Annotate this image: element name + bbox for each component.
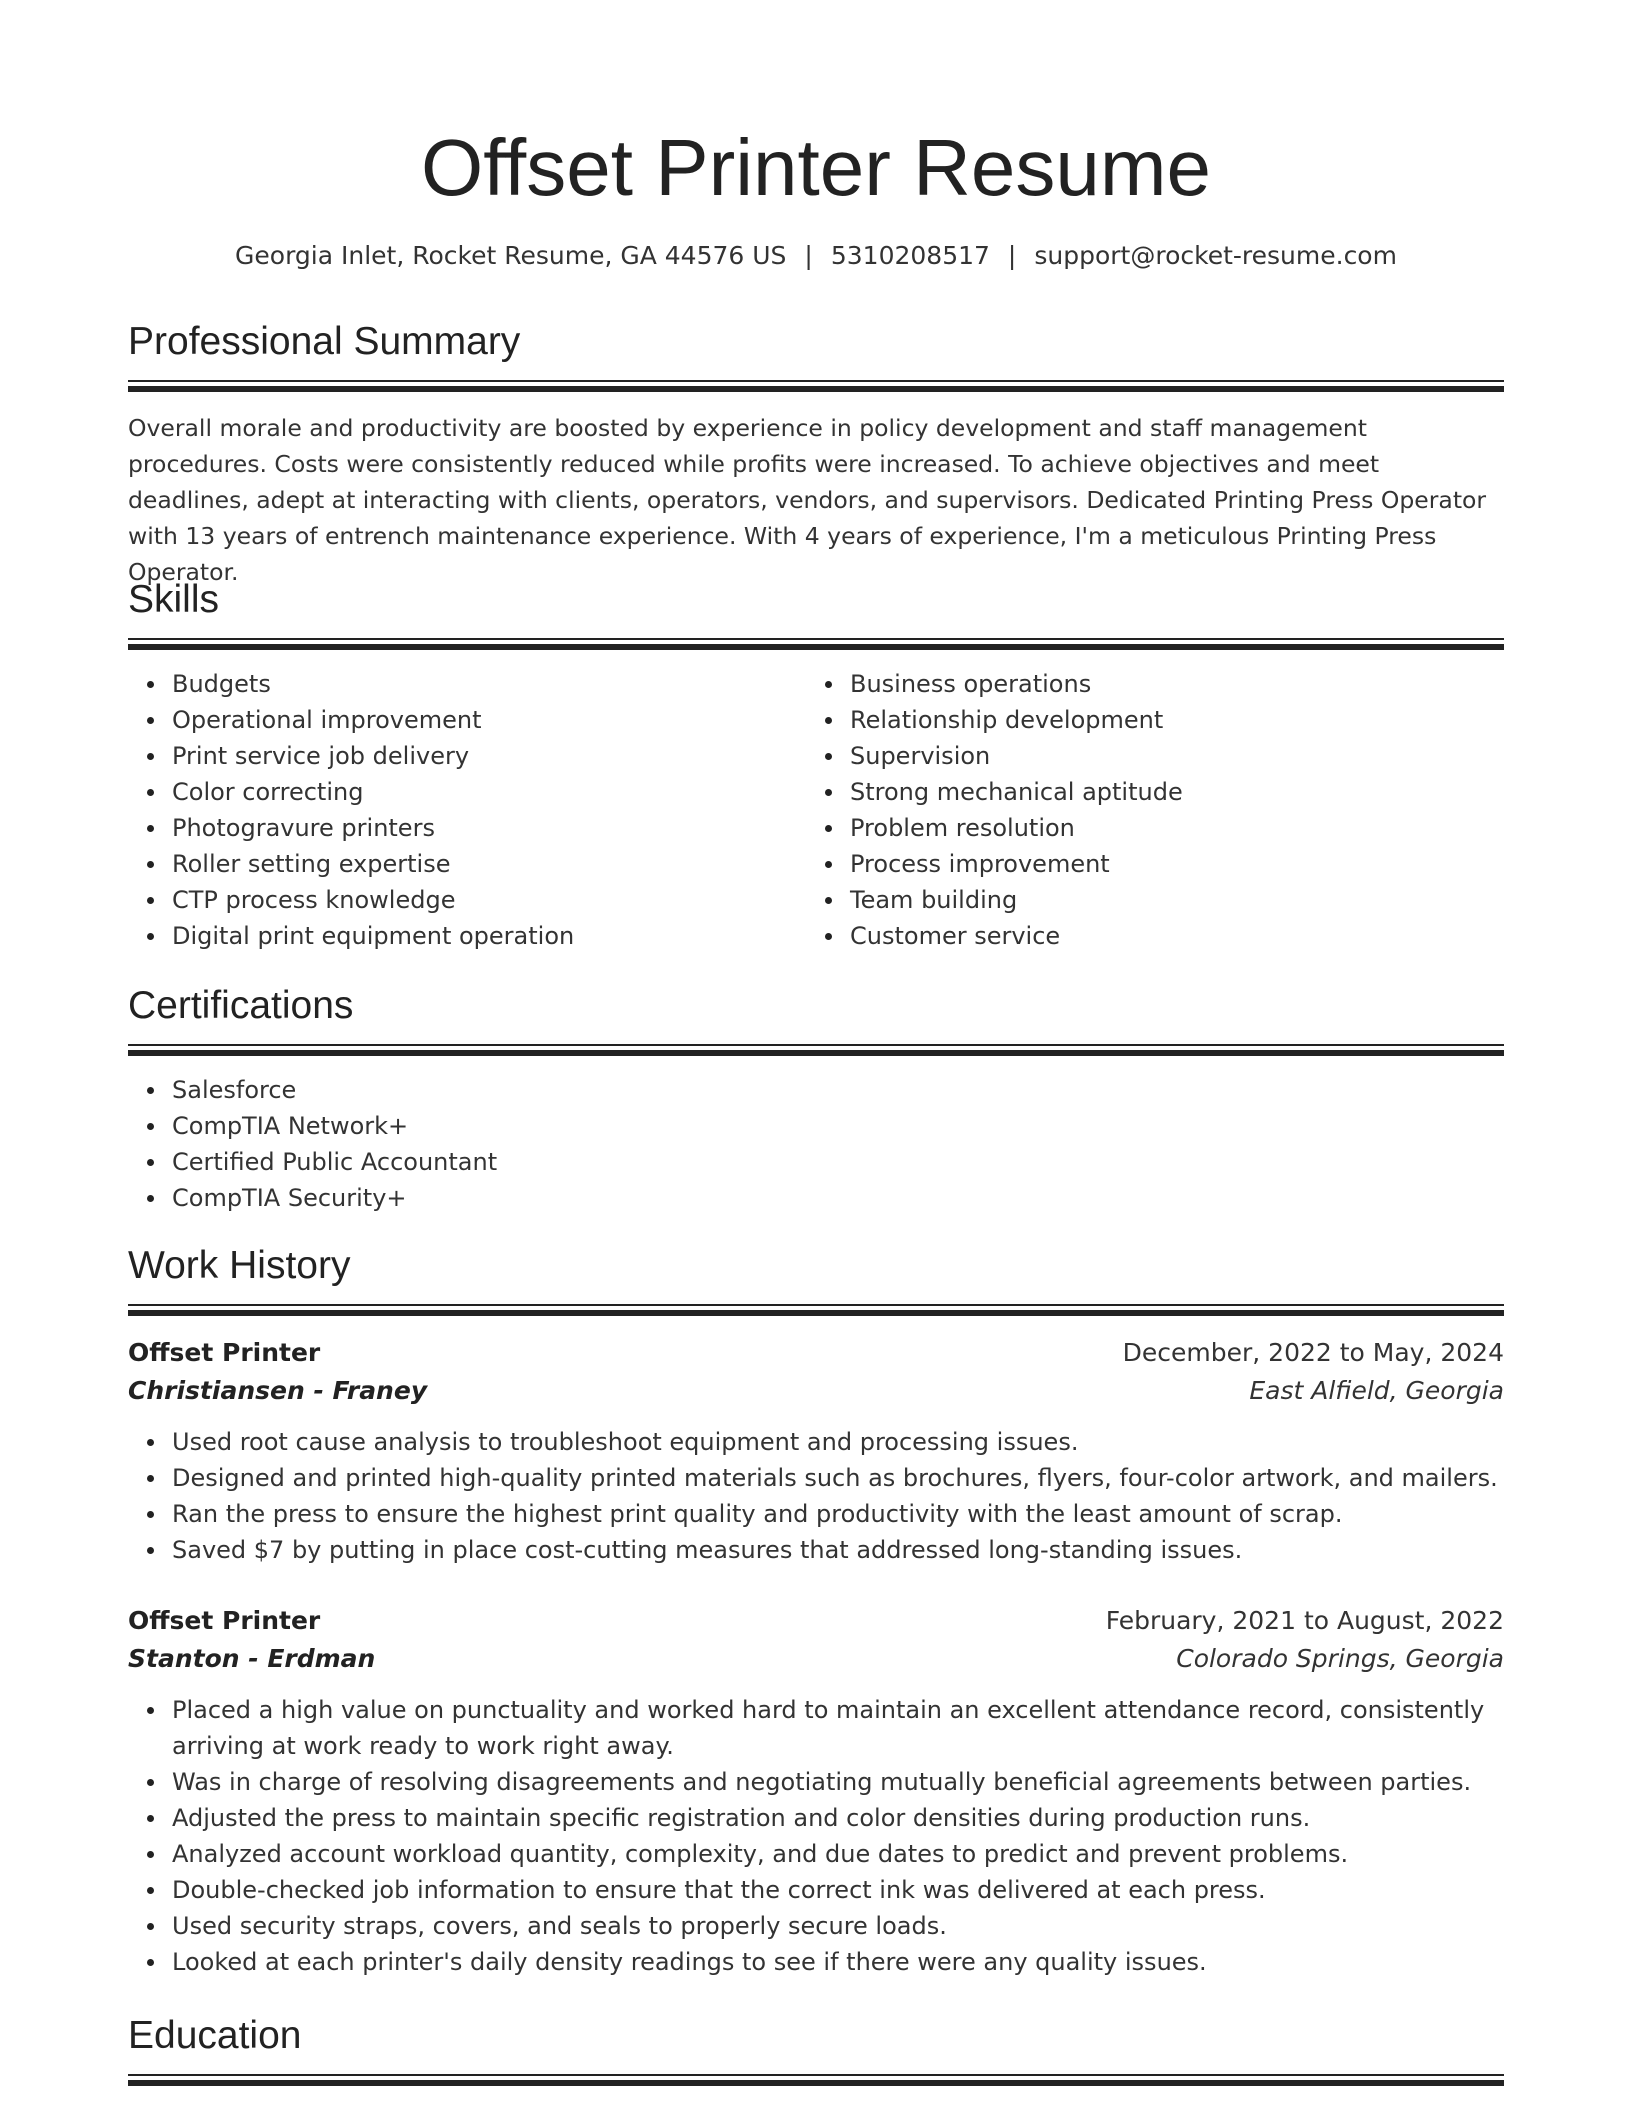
skill-item: Strong mechanical aptitude [850, 774, 1484, 810]
skill-item: Color correcting [172, 774, 806, 810]
job-entry [128, 1334, 1504, 1568]
skill-item: CTP process knowledge [172, 882, 806, 918]
job-company: Stanton - Erdman [128, 1644, 376, 1673]
job-bullet: Double-checked job information to ensure that the correct ink was delivered at each press. [172, 1872, 1504, 1908]
skill-item: Digital print equipment operation [172, 918, 806, 954]
contact-phone: 5310208517 [830, 241, 990, 270]
section-divider [128, 2074, 1504, 2090]
section-heading-summary: Professional Summary [128, 320, 521, 363]
skill-item: Business operations [850, 666, 1484, 702]
section-heading-skills: Skills [128, 578, 220, 621]
skill-item: Problem resolution [850, 810, 1484, 846]
job-company: Christiansen - Franey [128, 1376, 428, 1405]
job-bullet: Analyzed account workload quantity, complexity, and due dates to predict and prevent problems. [172, 1836, 1504, 1872]
skill-item: Budgets [172, 666, 806, 702]
job-location: Colorado Springs, Georgia [1176, 1644, 1504, 1673]
contact-address: Georgia Inlet, Rocket Resume, GA 44576 US [235, 241, 787, 270]
job-bullet: Used security straps, covers, and seals to properly secure loads. [172, 1908, 1504, 1944]
certifications-section [128, 982, 1504, 1216]
summary-section [128, 318, 1504, 590]
job-location: East Alfield, Georgia [1249, 1376, 1504, 1405]
section-divider [128, 1044, 1504, 1060]
contact-email: support@rocket-resume.com [1034, 241, 1397, 270]
section-divider [128, 380, 1504, 396]
job-bullet: Saved $7 by putting in place cost-cutting measures that addressed long-standing issues. [172, 1532, 1504, 1568]
job-dates: February, 2021 to August, 2022 [1105, 1606, 1504, 1635]
skills-list-right [806, 666, 1484, 954]
skill-item: Process improvement [850, 846, 1484, 882]
certifications-list [128, 1072, 1504, 1216]
skills-columns [128, 666, 1504, 954]
skill-item: Supervision [850, 738, 1484, 774]
contact-separator: | [804, 241, 813, 270]
certification-item: CompTIA Security+ [172, 1180, 1504, 1216]
job-title: Offset Printer [128, 1338, 321, 1367]
job-entry [128, 1602, 1504, 1980]
section-heading-education: Education [128, 2014, 302, 2057]
skill-item: Print service job delivery [172, 738, 806, 774]
section-divider [128, 638, 1504, 654]
certification-item: Salesforce [172, 1072, 1504, 1108]
job-bullets [128, 1424, 1504, 1568]
job-bullet: Was in charge of resolving disagreements and negotiating mutually beneficial agreements between parties. [172, 1764, 1504, 1800]
certification-item: CompTIA Network+ [172, 1108, 1504, 1144]
job-bullet: Looked at each printer's daily density readings to see if there were any quality issues. [172, 1944, 1504, 1980]
job-bullet: Adjusted the press to maintain specific registration and color densities during production runs. [172, 1800, 1504, 1836]
skills-section [128, 576, 1504, 954]
resume-title: Offset Printer Resume [421, 123, 1211, 212]
work-history-section [128, 1242, 1504, 1980]
contact-separator: | [1007, 241, 1017, 270]
certification-item: Certified Public Accountant [172, 1144, 1504, 1180]
job-bullet: Used root cause analysis to troubleshoot equipment and processing issues. [172, 1424, 1504, 1460]
skill-item: Relationship development [850, 702, 1484, 738]
contact-line [128, 238, 1504, 274]
summary-text: Overall morale and productivity are boosted by experience in policy development and staff management procedures. Costs were consistently reduced while profits were increased. To achieve objectives and meet deadlines, adept at interacting with clients, operators, vendors, and supervisors. Dedicated Printing Press Operator with 13 years of entrench maintenance experience. With 4 years of experience, I'm a meticulous Printing Press Operator. [128, 414, 1487, 586]
section-divider [128, 1304, 1504, 1320]
job-dates: December, 2022 to May, 2024 [1122, 1338, 1504, 1367]
skill-item: Team building [850, 882, 1484, 918]
job-bullets [128, 1692, 1504, 1980]
job-bullet: Ran the press to ensure the highest print quality and productivity with the least amount of scrap. [172, 1496, 1504, 1532]
skills-list-left [128, 666, 806, 954]
skill-item: Operational improvement [172, 702, 806, 738]
skill-item: Photogravure printers [172, 810, 806, 846]
education-section [128, 2012, 1504, 2090]
job-bullet: Placed a high value on punctuality and worked hard to maintain an excellent attendance record, consistently arriving at work ready to work right away. [172, 1692, 1504, 1764]
job-bullet: Designed and printed high-quality printed materials such as brochures, flyers, four-color artwork, and mailers. [172, 1460, 1504, 1496]
skill-item: Roller setting expertise [172, 846, 806, 882]
skill-item: Customer service [850, 918, 1484, 954]
section-heading-certifications: Certifications [128, 984, 354, 1027]
section-heading-work-history: Work History [128, 1244, 351, 1287]
job-title: Offset Printer [128, 1606, 321, 1635]
